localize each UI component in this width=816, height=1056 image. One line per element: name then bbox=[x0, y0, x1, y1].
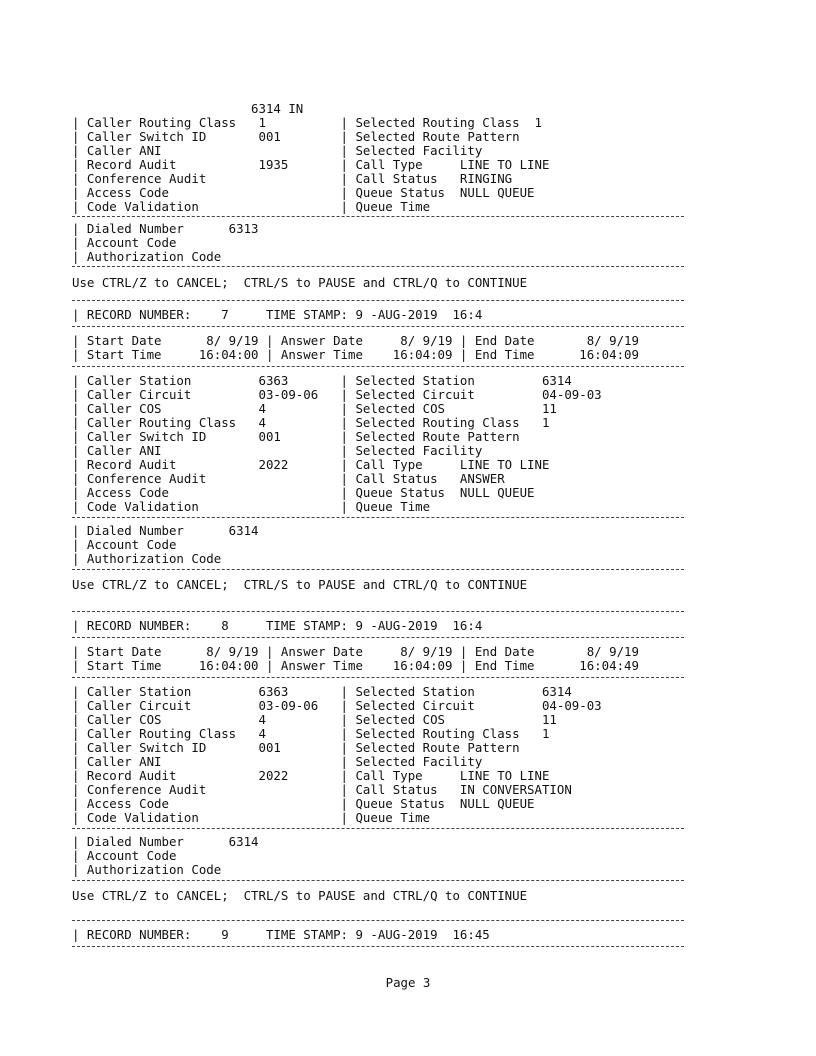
detail-line: | Record Audit 2022 | Call Type LINE TO LINE bbox=[72, 768, 550, 783]
divider bbox=[72, 880, 684, 881]
detail-line: | Caller Routing Class 1 | Selected Routing Class 1 bbox=[72, 115, 542, 130]
detail-line: | Access Code | Queue Status NULL QUEUE bbox=[72, 796, 535, 811]
divider bbox=[72, 920, 684, 921]
dialed-line: | Account Code bbox=[72, 537, 177, 552]
divider bbox=[72, 611, 684, 612]
divider bbox=[72, 946, 684, 947]
console-prompt: Use CTRL/Z to CANCEL; CTRL/S to PAUSE and CTRL/Q to CONTINUE bbox=[72, 888, 528, 903]
date-line: | Start Date 8/ 9/19 | Answer Date 8/ 9/19 | End Date 8/ 9/19 bbox=[72, 333, 639, 348]
detail-line: | Conference Audit | Call Status ANSWER bbox=[72, 471, 505, 486]
dialed-line: | Authorization Code bbox=[72, 862, 222, 877]
detail-line: | Record Audit 1935 | Call Type LINE TO LINE bbox=[72, 157, 550, 172]
record-header: | RECORD NUMBER: 8 TIME STAMP: 9 -AUG-2019 16:4 bbox=[72, 618, 483, 633]
detail-line: | Caller Switch ID 001 | Selected Route Pattern bbox=[72, 740, 520, 755]
divider bbox=[72, 517, 684, 518]
detail-line: | Record Audit 2022 | Call Type LINE TO LINE bbox=[72, 457, 550, 472]
dialed-line: | Authorization Code bbox=[72, 249, 222, 264]
divider bbox=[72, 637, 684, 638]
record-header: | RECORD NUMBER: 7 TIME STAMP: 9 -AUG-2019 16:4 bbox=[72, 307, 483, 322]
detail-line: | Caller Routing Class 4 | Selected Routing Class 1 bbox=[72, 726, 550, 741]
divider bbox=[72, 569, 684, 570]
divider bbox=[72, 828, 684, 829]
dialed-line: | Dialed Number 6313 bbox=[72, 221, 259, 236]
detail-line: | Code Validation | Queue Time bbox=[72, 199, 431, 214]
divider bbox=[72, 366, 684, 367]
divider bbox=[72, 266, 684, 267]
detail-line: | Conference Audit | Call Status RINGING bbox=[72, 171, 513, 186]
detail-line: | Caller COS 4 | Selected COS 11 bbox=[72, 401, 557, 416]
dialed-line: | Account Code bbox=[72, 235, 177, 250]
partial-record-heading: 6314 IN bbox=[72, 101, 304, 116]
dialed-line: | Authorization Code bbox=[72, 551, 222, 566]
dialed-line: | Account Code bbox=[72, 848, 177, 863]
divider bbox=[72, 677, 684, 678]
detail-line: | Caller Station 6363 | Selected Station 6314 bbox=[72, 684, 572, 699]
time-line: | Start Time 16:04:00 | Answer Time 16:04:09 | End Time 16:04:49 bbox=[72, 658, 639, 673]
divider bbox=[72, 300, 684, 301]
divider bbox=[72, 326, 684, 327]
date-line: | Start Date 8/ 9/19 | Answer Date 8/ 9/19 | End Date 8/ 9/19 bbox=[72, 644, 639, 659]
detail-line: | Caller ANI | Selected Facility bbox=[72, 443, 483, 458]
detail-line: | Caller ANI | Selected Facility bbox=[72, 143, 483, 158]
detail-line: | Caller COS 4 | Selected COS 11 bbox=[72, 712, 557, 727]
detail-line: | Access Code | Queue Status NULL QUEUE bbox=[72, 185, 535, 200]
detail-line: | Conference Audit | Call Status IN CONVERSATION bbox=[72, 782, 572, 797]
detail-line: | Caller Circuit 03-09-06 | Selected Circuit 04-09-03 bbox=[72, 387, 602, 402]
dialed-line: | Dialed Number 6314 bbox=[72, 523, 259, 538]
dialed-line: | Dialed Number 6314 bbox=[72, 834, 259, 849]
detail-line: | Code Validation | Queue Time bbox=[72, 810, 431, 825]
console-prompt: Use CTRL/Z to CANCEL; CTRL/S to PAUSE and CTRL/Q to CONTINUE bbox=[72, 275, 528, 290]
detail-line: | Caller Station 6363 | Selected Station 6314 bbox=[72, 373, 572, 388]
record-header: | RECORD NUMBER: 9 TIME STAMP: 9 -AUG-2019 16:45 bbox=[72, 927, 490, 942]
detail-line: | Access Code | Queue Status NULL QUEUE bbox=[72, 485, 535, 500]
detail-line: | Caller Switch ID 001 | Selected Route Pattern bbox=[72, 429, 520, 444]
detail-line: | Caller Switch ID 001 | Selected Route Pattern bbox=[72, 129, 520, 144]
detail-line: | Caller Routing Class 4 | Selected Routing Class 1 bbox=[72, 415, 550, 430]
detail-line: | Caller Circuit 03-09-06 | Selected Circuit 04-09-03 bbox=[72, 698, 602, 713]
divider bbox=[72, 216, 684, 217]
page-number: Page 3 bbox=[385, 975, 431, 990]
console-prompt: Use CTRL/Z to CANCEL; CTRL/S to PAUSE and CTRL/Q to CONTINUE bbox=[72, 577, 528, 592]
detail-line: | Code Validation | Queue Time bbox=[72, 499, 431, 514]
detail-line: | Caller ANI | Selected Facility bbox=[72, 754, 483, 769]
time-line: | Start Time 16:04:00 | Answer Time 16:04:09 | End Time 16:04:09 bbox=[72, 347, 639, 362]
